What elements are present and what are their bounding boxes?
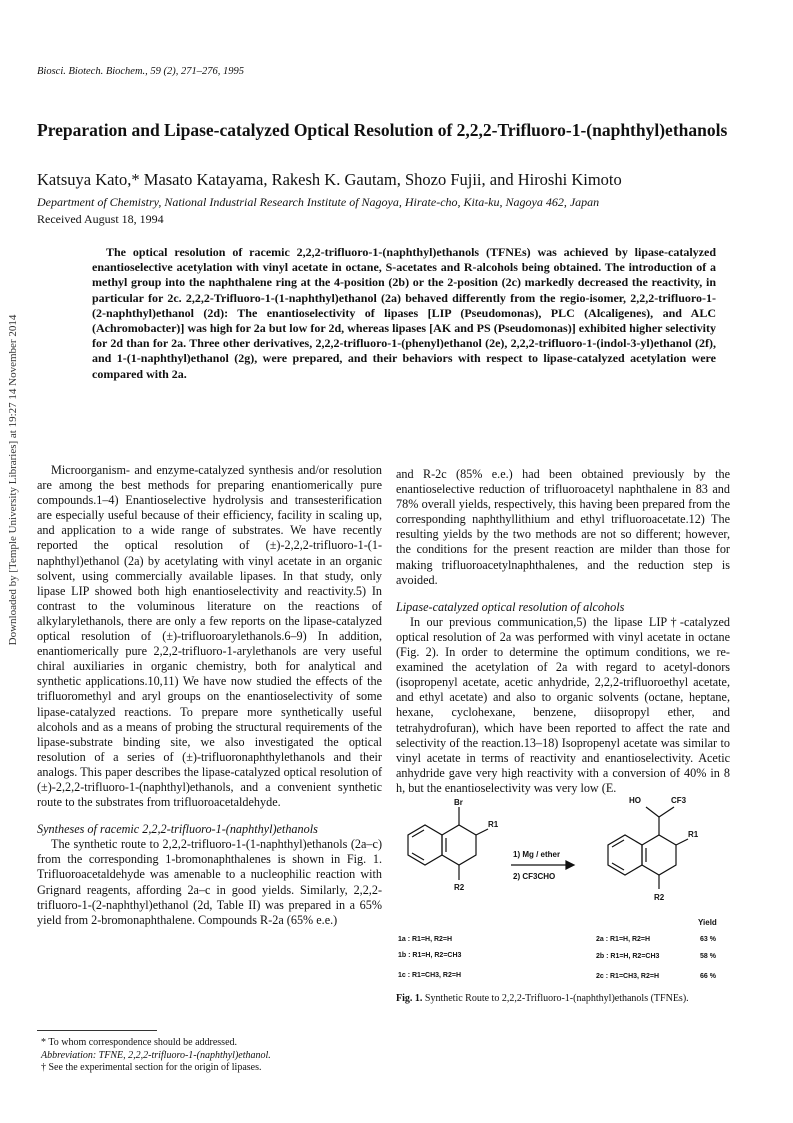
yield-2a: 63 % — [700, 936, 716, 943]
footnote-lipases: † See the experimental section for the origin of lipases. — [41, 1062, 262, 1073]
synthesis-paragraph: The synthetic route to 2,2,2-trifluoro-1-(1-naphthyl)ethanols (2a–c) from the corresponding 1-bromonaphthalenes is shown in Fig. 1. Trifluoroacetaldehyde was amenable to a nucleophilic reaction with Grignard reagents, affording 2a–c in good yields. Similarly, 2,2,2-trifluoro-1-(2-naphthyl)ethanol (2d, Table II) was prepared in a 65% yield from 2-bromonaphthalene. Compounds R-2a (65% e.e.) — [37, 837, 382, 927]
label-cf3: CF3 — [671, 796, 687, 805]
reaction-scheme — [396, 785, 731, 990]
download-watermark — [0, 240, 26, 720]
footnote-corresponding: * To whom correspondence should be addressed. — [41, 1037, 238, 1048]
label-r1-right: R1 — [688, 830, 699, 839]
received-date: Received August 18, 1994 — [37, 212, 164, 226]
naphthalene-ring-right-a — [608, 835, 642, 875]
label-r1-left: R1 — [488, 820, 499, 829]
yield-header: Yield — [698, 918, 717, 927]
product-2b: 2b : R1=H, R2=CH3 — [596, 953, 660, 960]
figure-caption — [396, 993, 731, 1004]
section-heading-lipase: Lipase-catalyzed optical resolution of alcohols — [396, 599, 625, 614]
abstract: The optical resolution of racemic 2,2,2-trifluoro-1-(naphthyl)ethanols (TFNEs) was achieved by lipase-catalyzed enantioselective acetylation with vinyl acetate in octane, S-acetates and R-alcohols being obtained. The introduction of a methyl group into the naphthalene ring at the 4-position (2b) or the 2-position (2c) markedly decreased the reactivity, in particular for 2c. 2,2,2-Trifluoro-1-(1-naphthyl)ethanol (2a) behaved differently from the regio-isomer, 2,2,2-trifluoro-1-(2-naphthyl)ethanol (2d): The enantioselectivity of lipases [LIP (Pseudomonas), PLC (Alcaligenes), and ALC (Achromobacter)] was high for 2a but low for 2d, whereas lipases [AK and PS (Pseudomonas)] exhibited higher selectivity for 2d than for 2a. Three other derivatives, 2,2,2-trifluoro-1-(phenyl)ethanol (2e), 2,2,2-trifluoro-1-(indol-3-yl)ethanol (2f), and 1-(1-naphthyl)ethanol (2g), were prepared, and their behaviors with respect to lipase-catalyzed acetylation were compared with 2a. — [92, 245, 716, 381]
naphthalene-ring-right-b — [642, 835, 676, 875]
continued-paragraph: and R-2c (85% e.e.) had been obtained previously by the enantioselective reduction of trifluoroacetyl naphthalene in 83 and 78% overall yields, respectively, this having been prepared from the corresponding naphthyllithium and ethyl trifluoroacetate.12) The resulting yields by the two methods are not so different; however, the conditions for the present reaction are milder than those for making trifluoroacetylnaphthalenes, and the reduction step is avoided. — [396, 467, 730, 587]
footnote-divider — [37, 1030, 157, 1031]
yield-2c: 66 % — [700, 973, 716, 980]
reaction-scheme-drawing — [396, 785, 731, 990]
left-column — [37, 463, 382, 928]
footnote-abbreviation: Abbreviation: TFNE, 2,2,2-trifluoro-1-(naphthyl)ethanol. — [41, 1049, 271, 1061]
lipase-paragraph: In our previous communication,5) the lipase LIP†-catalyzed optical resolution of 2a was performed with vinyl acetate in octane (Fig. 2). In order to determine the optimum conditions, we re-examined the acetylation of 2a with regard to acetyl-donors (isopropenyl acetate, acetic anhydride, 2,2,2-trifluoroethyl acetate, and ethyl acetate) and also to organic solvents (octane, heptane, hexane, cyclohexane, benzene, diisopropyl ether, and tetrahydrofuran), which have been reported to affect the rate and selectivity of the reaction.13–18) Isopropenyl acetate was similar to vinyl acetate in terms of reactivity and enantioselectivity. Acetic anhydride gave very high reactivity with a conversion of 40% in 8 h, but the enantioselectivity was very low (E. — [396, 614, 730, 795]
label-r2-left: R2 — [454, 883, 465, 892]
intro-paragraph: Microorganism- and enzyme-catalyzed synthesis and/or resolution are among the best methods for preparing enantiomerically pure compounds.1–4) Enantioselective hydrolysis and transesterification are especially useful because of their efficiency, facility in scaling up, and application to a wide range of substrates. We have recently reported the optical resolution of (±)-2,2,2-trifluoro-1-(1-naphthyl)ethanol (2a) by acetylating with vinyl acetate in an organic solvent, using commercially available lipases. In that study, only lipase LIP showed both high enantioselectivity and reactivity.5) In contrast to the voluminous literature on the reactions of alkylarylethanols, there are only a few reports on the lipase-catalyzed optical resolution of (±)-trifluoroarylethanols.6–9) In addition, enantiomerically pure 2,2,2-trifluoro-1-arylethanols are very useful chiral auxiliaries in organic chemistry, both for analytical and synthetic applications.10,11) We have now studied the effects of the trifluoromethyl and aryl groups on the enantioselectivity of some lipase-catalyzed reactions. To prepare more synthetically useful alcohols and as a means of probing the structural requirements of the lipase-substrate binding site, we also investigated the optical resolution of a series of (±)-trifluoronaphthylethanols and their analogs. This paper describes the lipase-catalyzed optical resolution of (±)-2,2,2-trifluoro-1-(naphthyl)ethanols, and a convenient synthetic route to the substrates from trifluoroacetaldehyde. — [37, 463, 382, 810]
label-ho: HO — [629, 796, 641, 805]
starting-material-1a: 1a : R1=H, R2=H — [398, 936, 453, 943]
right-column — [396, 467, 730, 796]
paper-title: Preparation and Lipase-catalyzed Optical Resolution of 2,2,2-Trifluoro-1-(naphthyl)ethanols — [37, 120, 728, 140]
yield-2b: 58 % — [700, 953, 716, 960]
figure-label: Fig. 1. — [396, 993, 423, 1004]
journal-reference: Biosci. Biotech. Biochem., 59 (2), 271–276, 1995 — [37, 66, 245, 77]
affiliation: Department of Chemistry, National Industrial Research Institute of Nagoya, Hirate-cho, Kita-ku, Nagoya 462, Japan — [37, 195, 600, 209]
naphthalene-ring-left-a — [408, 825, 442, 865]
reagent-step1: 1) Mg / ether — [513, 850, 561, 859]
label-br: Br — [454, 798, 463, 807]
product-2c: 2c : R1=CH3, R2=H — [596, 973, 660, 980]
section-heading-syntheses: Syntheses of racemic 2,2,2-trifluoro-1-(naphthyl)ethanols — [37, 822, 318, 837]
figure-caption-text: Synthetic Route to 2,2,2-Trifluoro-1-(naphthyl)ethanols (TFNEs). — [424, 993, 689, 1004]
starting-material-1c: 1c : R1=CH3, R2=H — [398, 972, 462, 979]
footnotes — [37, 1037, 382, 1075]
label-r2-right: R2 — [654, 893, 665, 902]
download-watermark-text: Downloaded by [Temple University Libraries] at 19:27 14 November 2014 — [7, 314, 19, 646]
product-2a: 2a : R1=H, R2=H — [596, 936, 651, 943]
author-list: Katsuya Kato,* Masato Katayama, Rakesh K. Gautam, Shozo Fujii, and Hiroshi Kimoto — [37, 170, 622, 189]
naphthalene-ring-left-b — [442, 825, 476, 865]
reagent-step2: 2) CF3CHO — [513, 872, 556, 881]
starting-material-1b: 1b : R1=H, R2=CH3 — [398, 952, 462, 959]
